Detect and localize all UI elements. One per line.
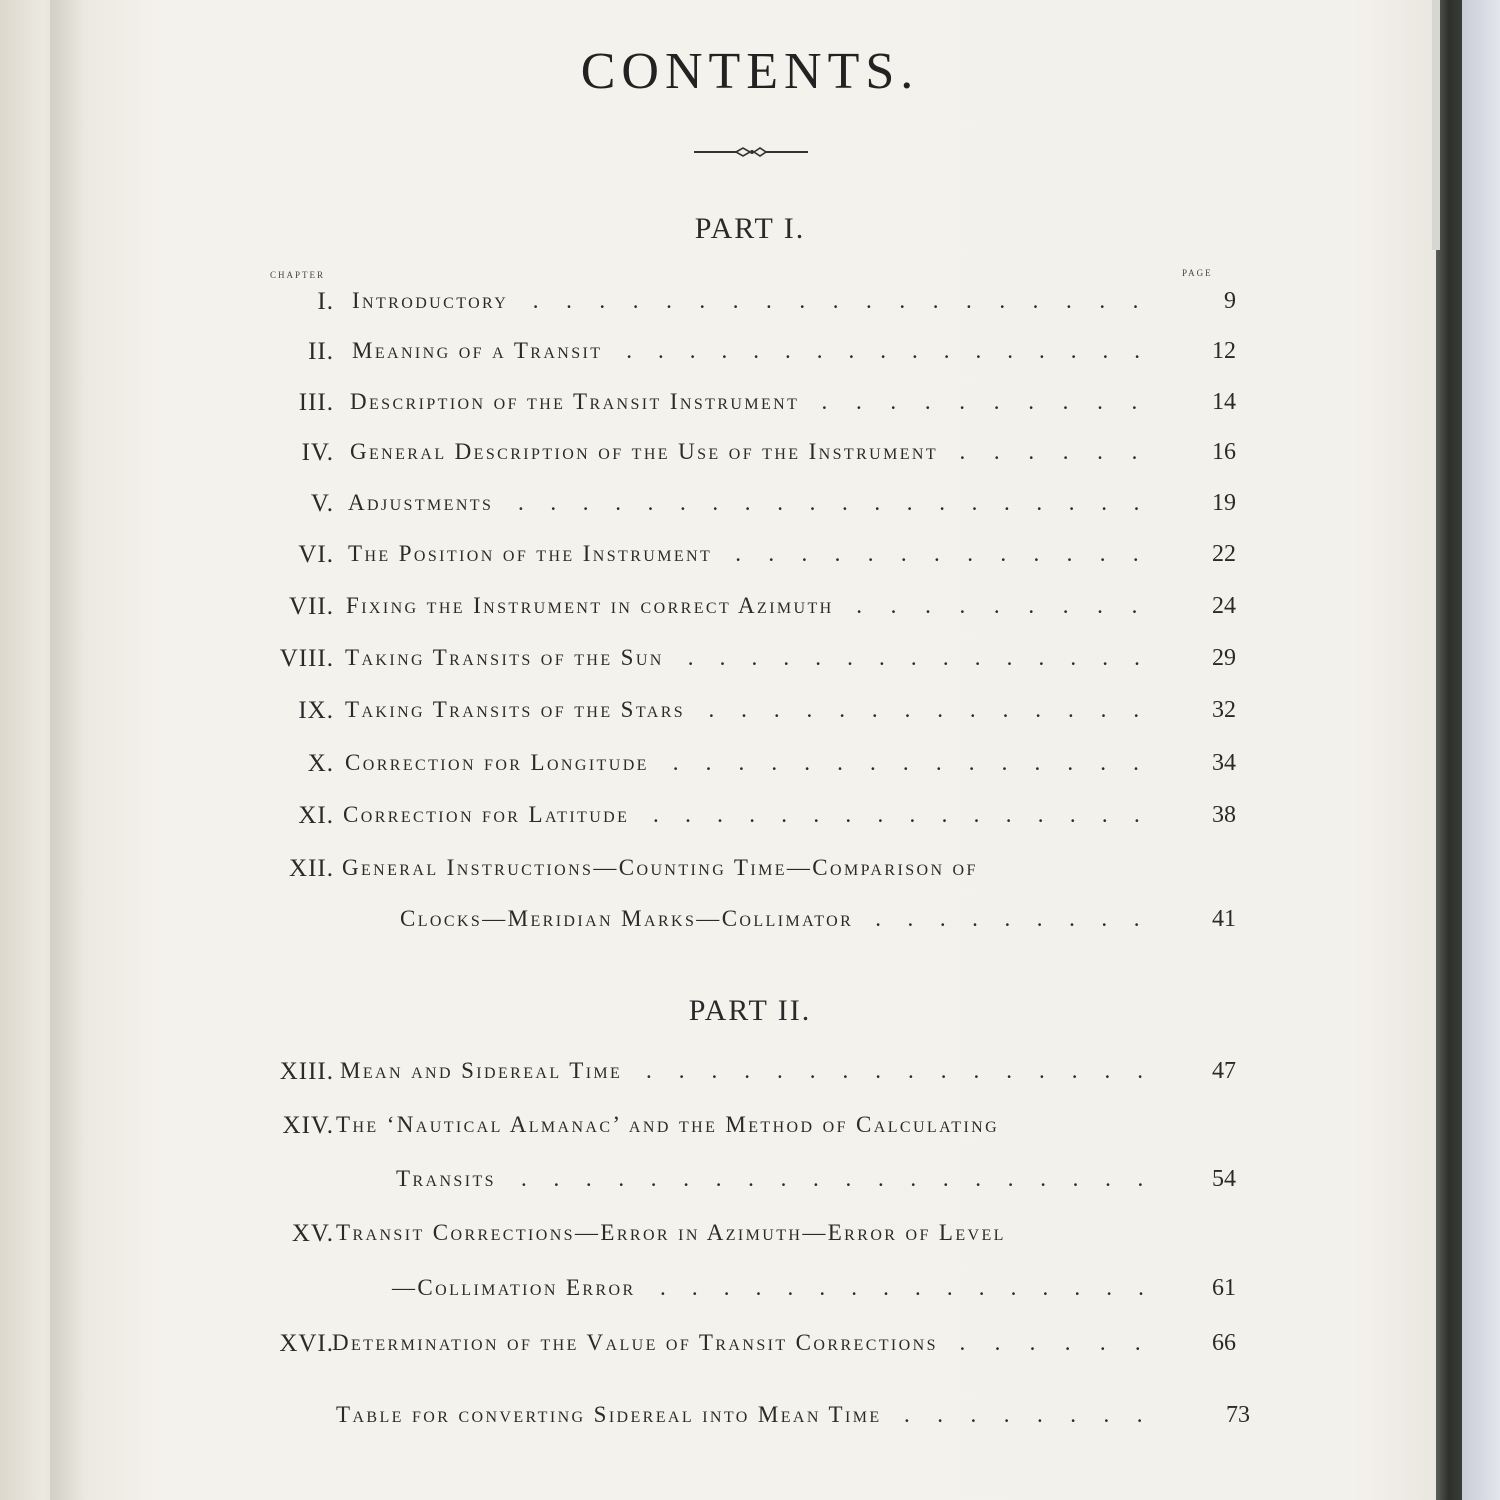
chapter-number: XV.: [291, 1220, 334, 1247]
chapter-number: III.: [298, 389, 334, 416]
dot-leader: .........: [875, 906, 1166, 931]
chapter-title: Taking Transits of the Stars: [345, 697, 686, 722]
chapter-title: Transit Corrections—Error in Azimuth—Error of Level: [336, 1220, 1006, 1245]
dot-leader: .................: [626, 338, 1166, 363]
page-number: 41: [1212, 906, 1236, 932]
chapter-column-label: chapter: [270, 266, 326, 281]
toc-entry[interactable]: [0, 389, 1500, 429]
page-number: 24: [1212, 593, 1236, 619]
chapter-title: Introductory: [352, 288, 509, 313]
ornament-divider-icon: [692, 142, 810, 162]
dot-leader: ...............: [687, 645, 1166, 670]
toc-entry[interactable]: [0, 439, 1500, 479]
page-number: 9: [1224, 288, 1236, 314]
part-heading: PART I.: [694, 212, 806, 245]
chapter-title: The Position of the Instrument: [348, 541, 713, 566]
chapter-number: XII.: [289, 855, 334, 882]
chapter-title-continued: —Collimation Error: [392, 1275, 636, 1300]
chapter-number: XIII.: [279, 1058, 334, 1085]
dot-leader: ....................: [521, 1166, 1170, 1191]
dot-leader: ..........: [821, 389, 1166, 414]
page-number: 16: [1212, 439, 1236, 465]
page-number: 22: [1212, 541, 1236, 567]
chapter-title: Meaning of a Transit: [352, 338, 603, 363]
chapter-number: IV.: [301, 439, 334, 466]
chapter-number: I.: [317, 288, 334, 315]
toc-entry[interactable]: [0, 541, 1500, 581]
toc-entry[interactable]: [0, 802, 1500, 842]
page-number: 54: [1212, 1166, 1236, 1192]
dot-leader: ....................: [518, 490, 1166, 515]
dot-leader: ........: [904, 1402, 1170, 1427]
chapter-number: X.: [307, 750, 334, 777]
toc-entry[interactable]: [0, 1058, 1500, 1098]
chapter-number: VI.: [298, 541, 334, 568]
chapter-title: Determination of the Value of Transit Corrections: [332, 1330, 938, 1355]
dot-leader: ..............: [708, 697, 1166, 722]
page-number: 73: [1226, 1402, 1250, 1428]
toc-entry[interactable]: [0, 338, 1500, 378]
page-number: 29: [1212, 645, 1236, 671]
dot-leader: .............: [735, 541, 1166, 566]
page-number: 32: [1212, 697, 1236, 723]
chapter-number: XIV.: [282, 1112, 334, 1139]
chapter-title: Taking Transits of the Sun: [345, 645, 664, 670]
dot-leader: ................: [646, 1058, 1170, 1083]
chapter-title: The ‘Nautical Almanac’ and the Method of Calculating: [336, 1112, 1000, 1137]
toc-entry[interactable]: [0, 593, 1500, 633]
dot-leader: ................: [660, 1275, 1170, 1300]
page-number: 19: [1212, 490, 1236, 516]
toc-entry[interactable]: [0, 750, 1500, 790]
dot-leader: ...............: [672, 750, 1166, 775]
chapter-title: Adjustments: [348, 490, 494, 515]
page-column-label: page: [1182, 264, 1213, 279]
toc-entry[interactable]: [0, 490, 1500, 530]
chapter-title: Fixing the Instrument in correct Azimuth: [346, 593, 834, 618]
dot-leader: ......: [959, 439, 1166, 464]
toc-entry[interactable]: [0, 1330, 1500, 1370]
chapter-title: Correction for Longitude: [345, 750, 649, 775]
toc-entry[interactable]: [0, 1402, 1500, 1442]
dot-leader: ...................: [532, 288, 1166, 313]
chapter-number: IX.: [298, 697, 334, 724]
chapter-number: VII.: [289, 593, 334, 620]
chapter-title: Table for converting Sidereal into Mean Time: [336, 1402, 882, 1427]
chapter-title: Correction for Latitude: [343, 802, 630, 827]
page-number: 61: [1212, 1275, 1236, 1301]
chapter-number: XI.: [298, 802, 334, 829]
chapter-title: General Instructions—Counting Time—Comparison of: [342, 855, 978, 880]
page-number: 38: [1212, 802, 1236, 828]
page-title: CONTENTS.: [580, 43, 920, 100]
toc-entry[interactable]: [0, 1220, 1500, 1301]
chapter-title: Mean and Sidereal Time: [340, 1058, 623, 1083]
part-heading: PART II.: [688, 994, 812, 1027]
page-number: 14: [1212, 389, 1236, 415]
page-number: 47: [1212, 1058, 1236, 1084]
dot-leader: ................: [653, 802, 1166, 827]
page-number: 12: [1212, 338, 1236, 364]
toc-entry[interactable]: [0, 855, 1500, 932]
chapter-number: XVI.: [279, 1330, 334, 1357]
toc-entry[interactable]: [0, 288, 1500, 328]
toc-entry[interactable]: [0, 1112, 1500, 1192]
toc-entry[interactable]: [0, 645, 1500, 685]
chapter-number: VIII.: [279, 645, 334, 672]
chapter-title: Description of the Transit Instrument: [350, 389, 800, 414]
page-number: 66: [1212, 1330, 1236, 1356]
page-number: 34: [1212, 750, 1236, 776]
chapter-title-continued: Clocks—Meridian Marks—Collimator: [400, 906, 854, 931]
dot-leader: ......: [959, 1330, 1170, 1355]
dot-leader: .........: [856, 593, 1166, 618]
chapter-number: II.: [308, 338, 334, 365]
chapter-title: General Description of the Use of the Instrument: [350, 439, 939, 464]
toc-entry[interactable]: [0, 697, 1500, 737]
chapter-title-continued: Transits: [396, 1166, 496, 1191]
chapter-number: V.: [310, 490, 334, 517]
